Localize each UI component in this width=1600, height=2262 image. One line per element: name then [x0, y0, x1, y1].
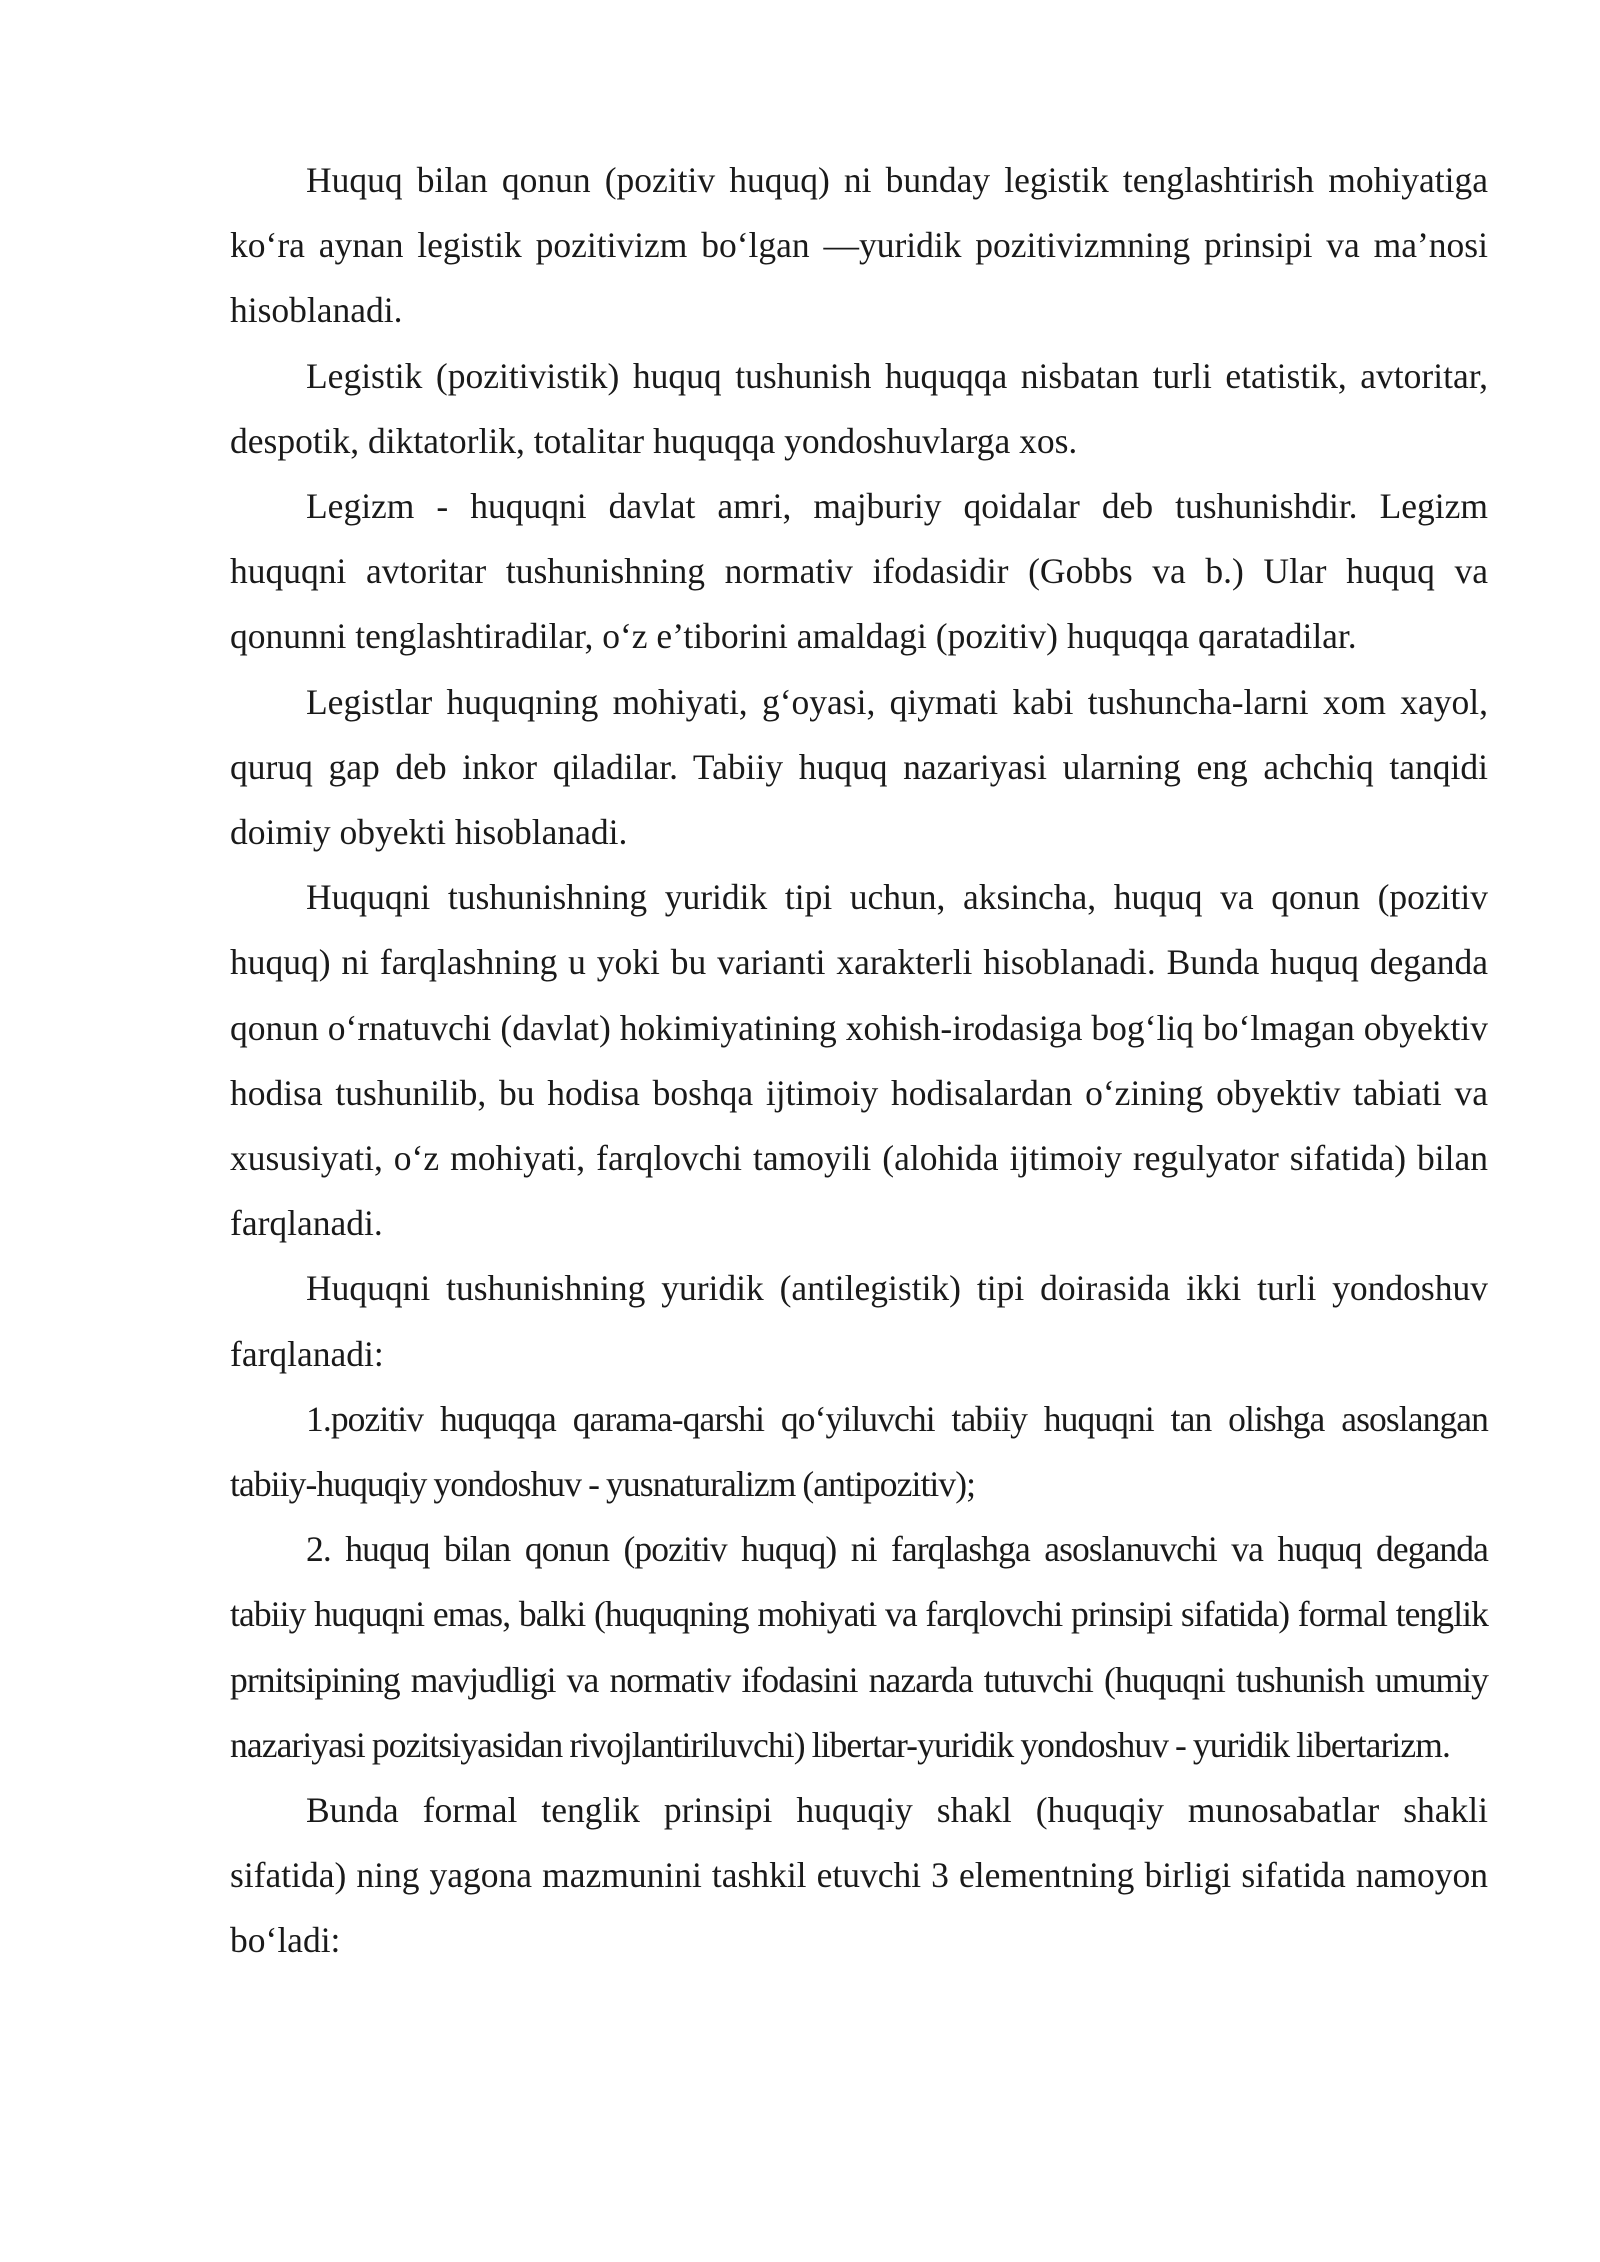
paragraph-7: Bunda formal tenglik prinsipi huquqiy shakl (huquqiy munosabatlar shakli sifatida) ning yagona mazmunini tashkil etuvchi 3 elementning birligi sifatida namoyon bo‘ladi:	[230, 1790, 1488, 1961]
paragraph-4: Legistlar huquqning mohiyati, g‘oyasi, qiymati kabi tushuncha-larni xom xayol, quruq gap deb inkor qiladilar. Tabiiy huquq nazariyasi ularning eng achchiq tanqidi doimiy obyekti hisoblanadi.	[230, 681, 1488, 853]
paragraph-1: Huquq bilan qonun (pozitiv huquq) ni bunday legistik tenglashtirish mohiyatiga ko‘ra aynan legistik pozitivizm bo‘lgan ―yuridik pozitivizmning prinsipi va ma’nosi hisoblanadi.	[230, 160, 1488, 331]
list-item-2: 2. huquq bilan qonun (pozitiv huquq) ni farqlashga asoslanuvchi va huquq deganda tabiiy huquqni emas, balki (huquqning mohiyati va farqlovchi prinsipi sifatida) formal tenglik prnitsipining mavjudligi va normativ ifodasini nazarda tutuvchi (huquqni tushunish umumiy nazariyasi pozitsiyasidan rivojlantiriluvchi) libertar-yuridik yondoshuv - yuridik libertarizm.	[230, 1529, 1488, 1765]
paragraph-3: Legizm - huquqni davlat amri, majburiy qoidalar deb tushunishdir. Legizm huquqni avtoritar tushunishning normativ ifodasidir (Gobbs va b.) Ular huquq va qonunni tenglashtiradilar, o‘z e’tiborini amaldagi (pozitiv) huquqqa qaratadilar.	[230, 486, 1488, 657]
list-item-1: 1.pozitiv huquqqa qarama-qarshi qo‘yiluvchi tabiiy huquqni tan olishga asoslangan tabiiy-huquqiy yondoshuv - yusnaturalizm (antipozitiv);	[230, 1398, 1488, 1505]
paragraph-2: Legistik (pozitivistik) huquq tushunish huquqqa nisbatan turli etatistik, avtoritar, despotik, diktatorlik, totalitar huquqqa yondoshuvlarga xos.	[230, 355, 1488, 461]
paragraph-6: Huquqni tushunishning yuridik (antilegistik) tipi doirasida ikki turli yondoshuv farqlanadi:	[230, 1268, 1488, 1374]
paragraph-5: Huquqni tushunishning yuridik tipi uchun, aksincha, huquq va qonun (pozitiv huquq) ni farqlashning u yoki bu varianti xarakterli hisoblanadi. Bunda huquq deganda qonun o‘rnatuvchi (davlat) hokimiyatining xohish-irodasiga bog‘liq bo‘lmagan obyektiv hodisa tushunilib, bu hodisa boshqa ijtimoiy hodisalardan o‘zining obyektiv tabiati va xususiyati, o‘z mohiyati, farqlovchi tamoyili (alohida ijtimoiy regulyator sifatida) bilan farqlanadi.	[230, 877, 1488, 1244]
document-body	[230, 148, 1488, 1974]
